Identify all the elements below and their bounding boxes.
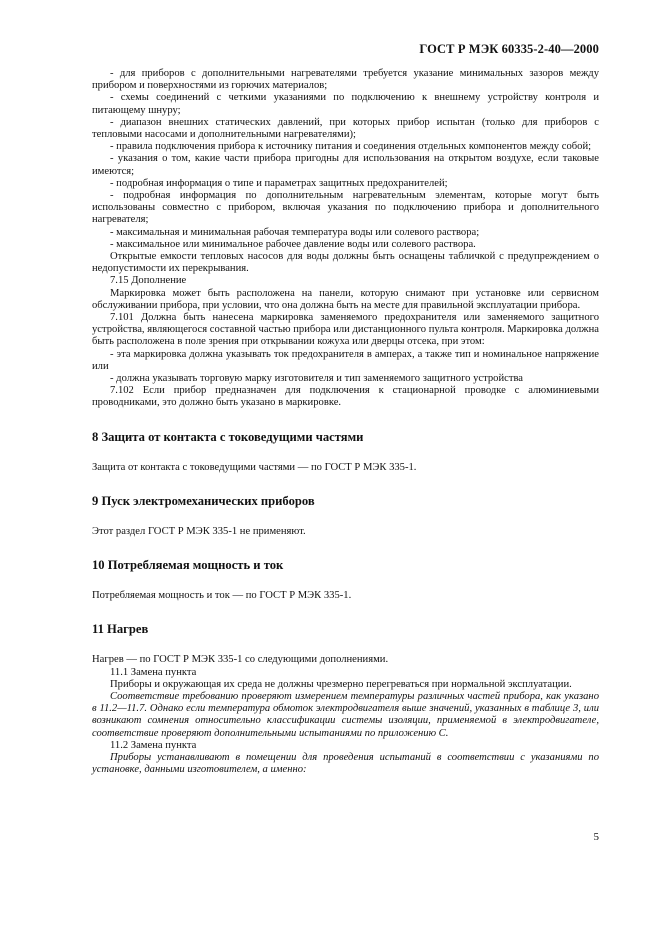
paragraph: Маркировка может быть расположена на панели, которую снимают при установке или сервисном обслуживании прибора, при условии, что она должна быть на месте для правильной эксплуатации прибора. (92, 287, 599, 311)
section-9-text: Этот раздел ГОСТ Р МЭК 335-1 не применяют. (92, 525, 306, 537)
section-11-title: 11 Нагрев (92, 622, 149, 637)
list-item: - подробная информация о типе и параметрах защитных предохранителей; (110, 177, 448, 189)
page-body (92, 68, 599, 776)
list-item: - должна указывать торговую марку изготовителя и тип заменяемого защитного устройства (110, 373, 524, 385)
paragraph: Открытые емкости тепловых насосов для воды должны быть оснащены табличкой с предупреждением о недопустимости их перекрывания. (92, 251, 599, 275)
paragraph: Приборы и окружающая их среда не должны чрезмерно перегреваться при нормальной эксплуатации. (110, 678, 572, 690)
paragraph: 7.102 Если прибор предназначен для подключения к стационарной проводке с алюминиевыми проводниками, это должно быть указано в маркировке. (92, 385, 599, 409)
clause-heading: 11.1 Замена пункта (110, 666, 197, 678)
section-11-intro: Нагрев — по ГОСТ Р МЭК 335-1 со следующими дополнениями. (92, 654, 389, 666)
list-item: - для приборов с дополнительными нагревателями требуется указание минимальных зазоров между прибором и поверхностями из горючих материалов; (92, 68, 599, 92)
section-8-title: 8 Защита от контакта с токоведущими частями (92, 429, 364, 444)
section-8-text: Защита от контакта с токоведущими частями — по ГОСТ Р МЭК 335-1. (92, 461, 417, 473)
list-item: - схемы соединений с четкими указаниями по подключению к внешнему устройству контроля и питающему шнуру; (92, 92, 599, 116)
list-item: - эта маркировка должна указывать ток предохранителя в амперах, а также тип и номинальное напряжение или (92, 348, 599, 372)
list-item: - максимальная и минимальная рабочая температура воды или солевого раствора; (110, 226, 480, 238)
section-9-title: 9 Пуск электромеханических приборов (92, 493, 315, 508)
running-header: ГОСТ Р МЭК 60335-2-40—2000 (419, 42, 599, 56)
clause-heading: 7.15 Дополнение (110, 275, 187, 287)
list-item: - правила подключения прибора к источнику питания и соединения отдельных компонентов между собой; (110, 141, 592, 153)
section-10-text: Потребляемая мощность и ток — по ГОСТ Р МЭК 335-1. (92, 590, 352, 602)
compliance-paragraph: Соответствие требованию проверяют измерением температуры различных частей прибора, как указано в 11.2—11.7. Однако если температура обмоток электродвигателя выше значений, указанных в таблице 3, или возникают сомнения относительно классификации системы изоляции, применяемой в электродвигателе, соответствие проверяют дополнительными испытаниями по приложению С. (92, 690, 599, 739)
section-10-title: 10 Потребляемая мощность и ток (92, 558, 284, 573)
clause-heading: 11.2 Замена пункта (110, 739, 197, 751)
list-item: - максимальное или минимальное рабочее давление воды или солевого раствора. (110, 238, 476, 250)
list-item: - диапазон внешних статических давлений, при которых прибор испытан (только для приборов с тепловыми насосами и дополнительными нагревателями); (92, 116, 599, 141)
paragraph: 7.101 Должна быть нанесена маркировка заменяемого предохранителя или заменяемого защитного устройства, являющегося составной частью прибора или дистанционного пульта контроля. Маркировка должна быть расположена в поле зрения при открывании кожуха или дверцы отсека, при этом: (92, 312, 599, 348)
list-item: - подробная информация по дополнительным нагревательным элементам, которые могут быть использованы совместно с прибором, включая указания по подключению прибора и дополнительного нагревателя; (92, 190, 599, 226)
page-number: 5 (593, 831, 599, 843)
compliance-paragraph: Приборы устанавливают в помещении для проведения испытаний в соответствии с указаниями по установке, данными изготовителем, а именно: (92, 751, 599, 776)
list-item: - указания о том, какие части прибора пригодны для использования на открытом воздухе, если таковые имеются; (92, 153, 599, 177)
